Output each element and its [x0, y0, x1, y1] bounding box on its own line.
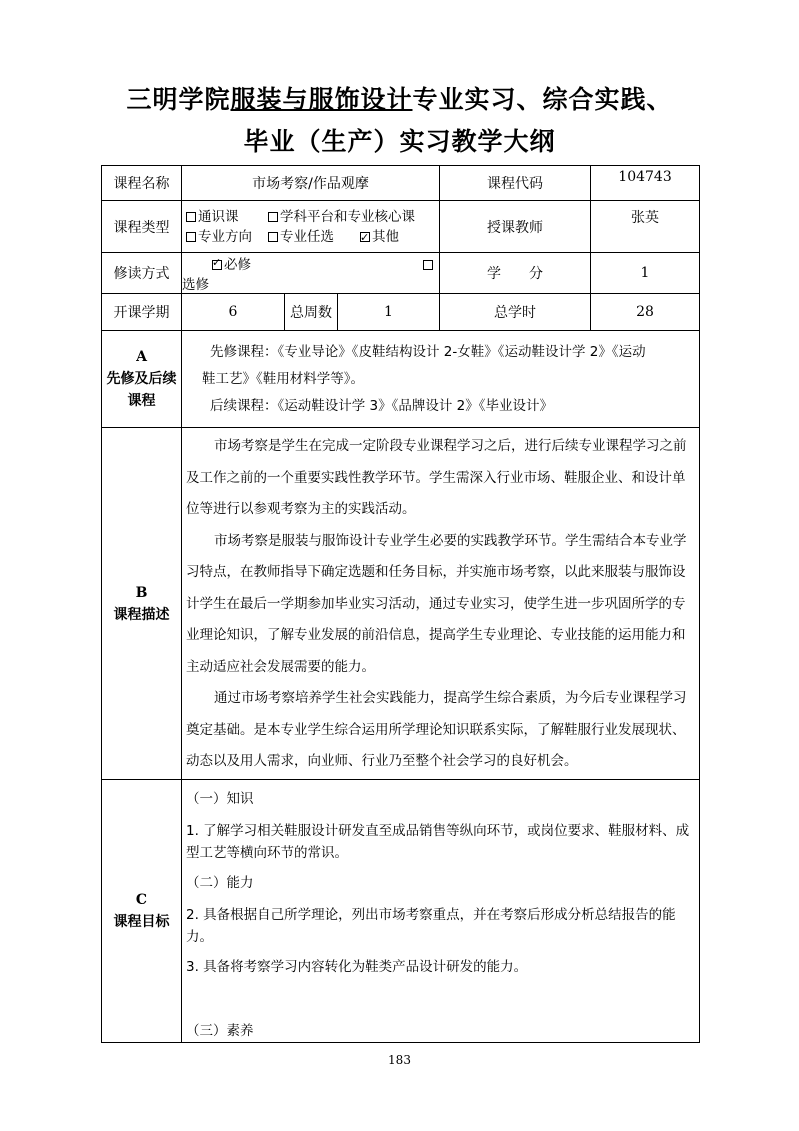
section-c-content: [182, 780, 700, 1043]
hours-label: 总学时: [440, 294, 591, 331]
weeks-label: 总周数: [285, 294, 338, 331]
course-type-options: [182, 201, 440, 253]
credit-value: 1: [591, 253, 700, 294]
row-semester: [102, 294, 700, 331]
course-name-value: 市场考察/作品观摩: [182, 166, 440, 201]
row-section-a: [102, 331, 700, 428]
objective-heading-literacy: （三）素养: [186, 1023, 254, 1039]
semester-label: 开课学期: [102, 294, 182, 331]
syllabus-table: [101, 165, 700, 1043]
checkbox-icon: [186, 232, 196, 242]
section-c-header: C 课程目标: [102, 780, 182, 1043]
course-type-label: 课程类型: [102, 201, 182, 253]
checkbox-icon: [268, 232, 278, 242]
description-paragraph-1: 市场考察是学生在完成一定阶段专业课程学习之后，进行后续专业课程学习之前及工作之前的一个重要实践性教学环节。学生需深入行业市场、鞋服企业、和设计单位等进行以参观考察为主的实践活动。: [186, 438, 687, 517]
course-code-label: 课程代码: [440, 166, 591, 201]
objective-item-1: 1. 了解学习相关鞋服设计研发直至成品销售等纵向环节，或岗位要求、鞋服材料、成型工艺等横向环节的常识。: [186, 823, 690, 861]
document-title-line1: 三明学院服装与服饰设计专业实习、综合实践、: [126, 85, 673, 114]
semester-value: 6: [182, 294, 285, 331]
section-b-header: B 课程描述: [102, 428, 182, 780]
follow-up-courses: 后续课程：《运动鞋设计学 3》《品牌设计 2》《毕业设计》: [210, 397, 554, 414]
weeks-value: 1: [338, 294, 440, 331]
checkbox-icon: [268, 212, 278, 222]
type-option-direction[interactable]: 专业方向: [186, 227, 268, 247]
objective-item-2: 2. 具备根据自己所学理论，列出市场考察重点，并在考察后形成分析总结报告的能力。: [186, 907, 676, 945]
hours-value: 28: [591, 294, 700, 331]
course-name-label: 课程名称: [102, 166, 182, 201]
row-course-name: [102, 166, 700, 201]
teacher-label: 授课教师: [440, 201, 591, 253]
description-paragraph-3: 通过市场考察培养学生社会实践能力，提高学生综合素质，为今后专业课程学习奠定基础。是本专业学生综合运用所学理论知识联系实际，了解鞋服行业发展现状、动态以及用人需求，向业师、行业乃至整个社会学习的良好机会。: [186, 690, 687, 769]
description-paragraph-2: 市场考察是服装与服饰设计专业学生必要的实践教学环节。学生需结合本专业学习特点，在教师指导下确定选题和任务目标，并实施市场考察，以此来服装与服饰设计学生在最后一学期参加毕业实习活动，通过专业实习，使学生进一步巩固所学的专业理论知识，了解专业发展的前沿信息，提高学生专业理论、专业技能的运用能力和主动适应社会发展需要的能力。: [186, 532, 687, 675]
mode-option-required[interactable]: ✓必修: [182, 253, 312, 273]
course-code-value: 104743: [591, 166, 700, 201]
page-number: 183: [388, 1053, 411, 1067]
checkbox-checked-icon: [212, 260, 222, 270]
row-study-mode: [102, 253, 700, 294]
section-b-content: [182, 428, 700, 780]
mode-option-optional[interactable]: 选修: [182, 257, 435, 293]
section-a-header: A 先修及后续 课程: [102, 331, 182, 428]
row-course-type: [102, 201, 700, 253]
type-option-elective[interactable]: 专业任选: [268, 227, 360, 247]
prerequisites-line1: 先修课程：《专业导论》《皮鞋结构设计 2-女鞋》《运动鞋设计学 2》《运动: [210, 343, 646, 360]
type-option-general[interactable]: 通识课: [186, 207, 268, 227]
study-mode-options: [182, 253, 440, 294]
credit-label: 学 分: [440, 253, 591, 294]
section-a-content: [182, 331, 700, 428]
checkbox-icon: [423, 260, 433, 270]
type-option-other[interactable]: ✓ 其他: [360, 229, 399, 245]
checkbox-checked-icon: [360, 232, 370, 242]
type-option-core[interactable]: 学科平台和专业核心课: [268, 209, 415, 225]
objective-item-3: 3. 具备将考察学习内容转化为鞋类产品设计研发的能力。: [186, 959, 528, 975]
objective-heading-ability: （二）能力: [186, 875, 254, 891]
objective-heading-knowledge: （一）知识: [186, 791, 254, 807]
prerequisites-line2: 鞋工艺》《鞋用材料学等》。: [202, 370, 364, 387]
study-mode-label: 修读方式: [102, 253, 182, 294]
major-name: 服装与服饰设计: [230, 85, 413, 114]
row-section-c: [102, 780, 700, 1043]
checkbox-icon: [186, 212, 196, 222]
document-title-line2: 毕业（生产）实习教学大纲: [243, 127, 556, 156]
row-section-b: [102, 428, 700, 780]
teacher-value: 张英: [591, 201, 700, 253]
